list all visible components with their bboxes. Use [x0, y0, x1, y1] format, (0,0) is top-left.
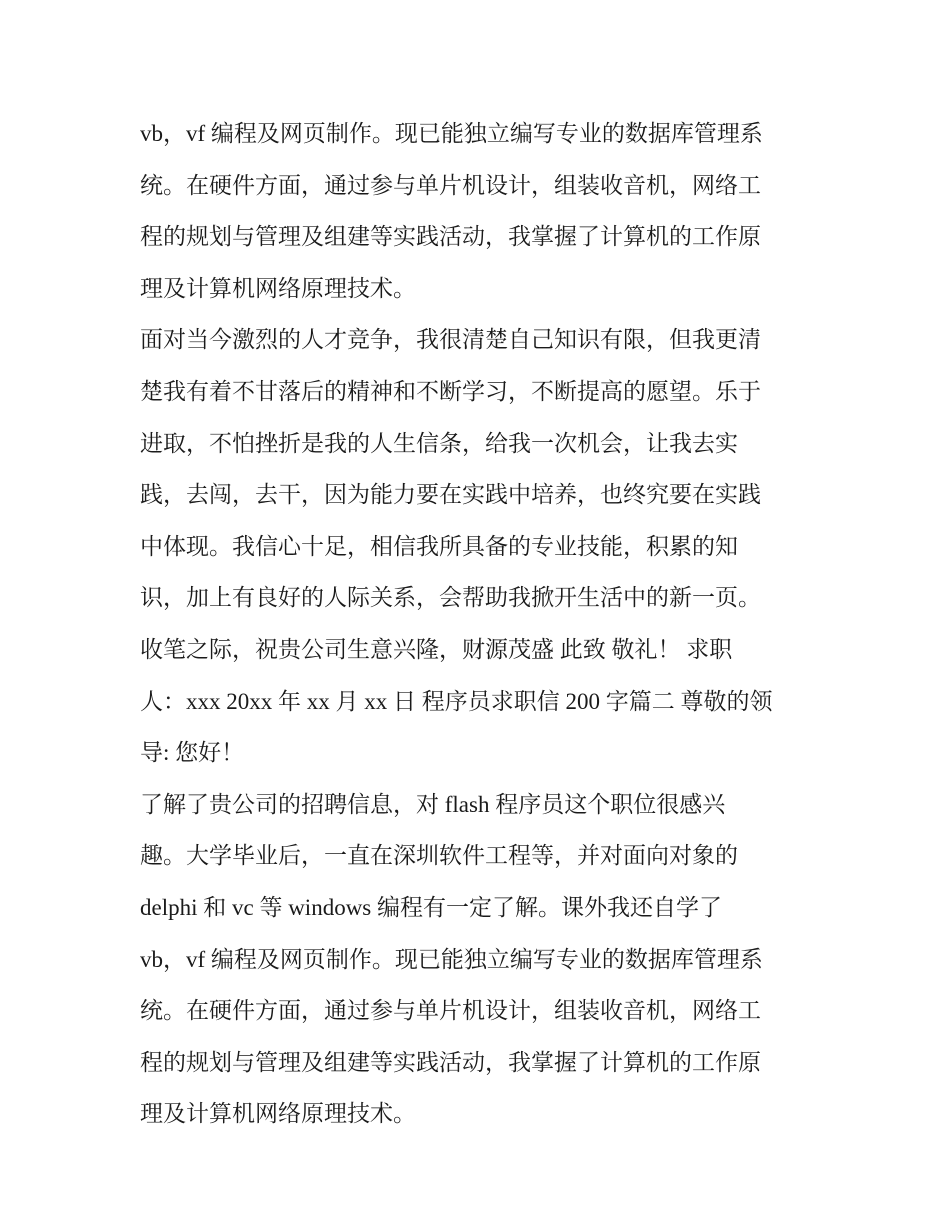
text-line: 收笔之际，祝贵公司生意兴隆，财源茂盛 此致 敬礼！ 求职	[140, 636, 733, 662]
text-line: 统。在硬件方面，通过参与单片机设计，组装收音机，网络工	[140, 998, 761, 1024]
text-line: 进取，不怕挫折是我的人生信条，给我一次机会，让我去实	[140, 430, 738, 456]
text-line: 趣。大学毕业后，一直在深圳软件工程等，并对面向对象的	[140, 843, 738, 869]
text-line: 楚我有着不甘落后的精神和不断学习，不断提高的愿望。乐于	[140, 378, 761, 404]
text-line: 践，去闯，去干，因为能力要在实践中培养，也终究要在实践	[140, 482, 761, 508]
text-line: 导: 您好！	[140, 740, 245, 766]
text-line: 中体现。我信心十足，相信我所具备的专业技能，积累的知	[140, 533, 738, 559]
text-line: vb，vf 编程及网页制作。现已能独立编写专业的数据库管理系	[140, 946, 763, 972]
text-line: 理及计算机网络原理技术。	[140, 1101, 416, 1127]
text-line: 程的规划与管理及组建等实践活动，我掌握了计算机的工作原	[140, 224, 761, 250]
text-line: 面对当今激烈的人才竞争，我很清楚自己知识有限，但我更清	[140, 327, 761, 353]
text-line: 识，加上有良好的人际关系，会帮助我掀开生活中的新一页。	[140, 585, 761, 611]
text-line: delphi 和 vc 等 windows 编程有一定了解。课外我还自学了	[140, 894, 723, 920]
text-line: 统。在硬件方面，通过参与单片机设计，组装收音机，网络工	[140, 172, 761, 198]
text-line: 了解了贵公司的招聘信息，对 flash 程序员这个职位很感兴	[140, 791, 726, 817]
text-line: vb，vf 编程及网页制作。现已能独立编写专业的数据库管理系	[140, 121, 763, 146]
document-body	[140, 108, 830, 1140]
text-line: 理及计算机网络原理技术。	[140, 275, 416, 301]
text-line: 程的规划与管理及组建等实践活动，我掌握了计算机的工作原	[140, 1049, 761, 1075]
text-line: 人：xxx 20xx 年 xx 月 xx 日 程序员求职信 200 字篇二 尊敬的领	[140, 688, 773, 714]
